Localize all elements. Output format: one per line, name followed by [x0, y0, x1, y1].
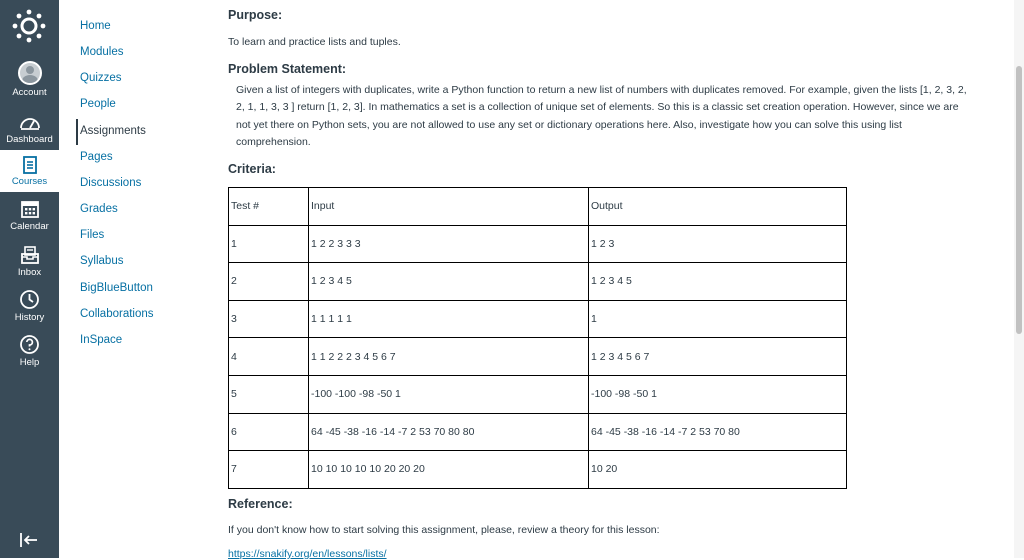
course-nav-collaborations[interactable]: Collaborations: [80, 308, 154, 320]
course-nav-modules[interactable]: Modules: [80, 46, 124, 58]
dashboard-icon: [19, 114, 41, 132]
table-cell: 1 2 3 4 5: [589, 263, 847, 301]
global-nav-inbox[interactable]: [0, 245, 59, 278]
course-nav-grades[interactable]: Grades: [80, 203, 118, 215]
table-cell: 1 1 1 1 1: [309, 300, 589, 338]
global-nav-history[interactable]: [0, 289, 59, 323]
table-cell: -100 -98 -50 1: [589, 375, 847, 413]
inbox-icon: [20, 245, 40, 265]
table-cell: 1 2 3 4 5: [309, 263, 589, 301]
table-header-cell: Input: [309, 188, 589, 226]
course-nav-inspace[interactable]: InSpace: [80, 334, 123, 346]
reference-link[interactable]: https://snakify.org/en/lessons/lists/: [228, 548, 387, 560]
canvas-logo-icon[interactable]: [12, 9, 46, 43]
global-nav-courses[interactable]: [0, 150, 59, 192]
calendar-icon: [20, 199, 40, 219]
page-scrollbar-thumb[interactable]: [1016, 66, 1022, 334]
table-cell: 2: [229, 263, 309, 301]
global-nav-calendar[interactable]: [0, 199, 59, 232]
global-nav-dashboard[interactable]: [0, 114, 59, 145]
table-row: [229, 375, 847, 413]
table-cell: 64 -45 -38 -16 -14 -7 2 53 70 80 80: [309, 413, 589, 451]
global-navigation: [0, 0, 59, 558]
table-header-cell: Output: [589, 188, 847, 226]
table-cell: 64 -45 -38 -16 -14 -7 2 53 70 80: [589, 413, 847, 451]
course-navigation: [59, 0, 219, 558]
course-nav-people[interactable]: People: [80, 98, 116, 110]
reference-text: If you don't know how to start solving this assignment, please, review a theory for this lesson:: [228, 524, 660, 536]
criteria-table: [228, 187, 847, 489]
purpose-heading: Purpose:: [228, 8, 283, 22]
table-header-cell: Test #: [229, 188, 309, 226]
table-cell: 1: [589, 300, 847, 338]
global-nav-label: Inbox: [17, 267, 42, 278]
table-row: [229, 413, 847, 451]
global-nav-label: History: [14, 312, 45, 323]
global-nav-label: Courses: [11, 176, 48, 187]
user-avatar-icon: [18, 61, 42, 85]
table-cell: 1 2 2 3 3 3: [309, 225, 589, 263]
reference-heading: Reference:: [228, 497, 293, 511]
table-cell: 10 10 10 10 10 20 20 20: [309, 451, 589, 489]
table-cell: 1 1 2 2 2 3 4 5 6 7: [309, 338, 589, 376]
table-row: [229, 225, 847, 263]
problem-text: Given a list of integers with duplicates, write a Python function to return a new list of numbers with duplicates removed. For example, given the lists [1, 2, 3, 2, 2, 1, 1, 3, 3 ] return [1, 2, 3]. In mathematics a set is a collection of unique set of elements. So this is a classic set creation operation. However, since we are not yet there on Python sets, you are not allowed to use any set or dictionary operations here. Also, investigate how you can solve this using list comprehension.: [236, 84, 967, 148]
course-nav-files[interactable]: Files: [80, 229, 105, 241]
table-row: [229, 300, 847, 338]
table-cell: 4: [229, 338, 309, 376]
course-nav-quizzes[interactable]: Quizzes: [80, 72, 122, 84]
global-nav-label: Account: [12, 87, 47, 98]
global-nav-label: Help: [19, 357, 40, 368]
table-cell: -100 -100 -98 -50 1: [309, 375, 589, 413]
courses-book-icon: [22, 156, 38, 174]
collapse-nav-icon[interactable]: [18, 530, 40, 550]
table-cell: 5: [229, 375, 309, 413]
course-nav-discussions[interactable]: Discussions: [80, 177, 142, 189]
table-cell: 6: [229, 413, 309, 451]
course-nav-syllabus[interactable]: Syllabus: [80, 255, 124, 267]
help-question-icon: [19, 334, 40, 355]
global-nav-label: Dashboard: [6, 134, 53, 145]
course-nav-home[interactable]: Home: [80, 20, 111, 32]
course-nav-assignments[interactable]: Assignments: [80, 125, 146, 137]
course-nav-pages[interactable]: Pages: [80, 151, 113, 163]
table-cell: 1 2 3 4 5 6 7: [589, 338, 847, 376]
purpose-text: To learn and practice lists and tuples.: [228, 36, 401, 48]
global-nav-help[interactable]: [0, 334, 59, 368]
table-cell: 1 2 3: [589, 225, 847, 263]
table-cell: 1: [229, 225, 309, 263]
table-cell: 3: [229, 300, 309, 338]
table-row: [229, 338, 847, 376]
problem-heading: Problem Statement:: [228, 62, 347, 76]
table-header-row: [229, 188, 847, 226]
active-nav-indicator: [76, 119, 78, 145]
clock-icon: [19, 289, 40, 310]
table-cell: 10 20: [589, 451, 847, 489]
course-nav-bigbluebutton[interactable]: BigBlueButton: [80, 282, 153, 294]
global-nav-account[interactable]: [0, 61, 59, 98]
table-row: [229, 263, 847, 301]
criteria-heading: Criteria:: [228, 162, 276, 176]
table-cell: 7: [229, 451, 309, 489]
table-row: [229, 451, 847, 489]
global-nav-label: Calendar: [10, 221, 49, 232]
